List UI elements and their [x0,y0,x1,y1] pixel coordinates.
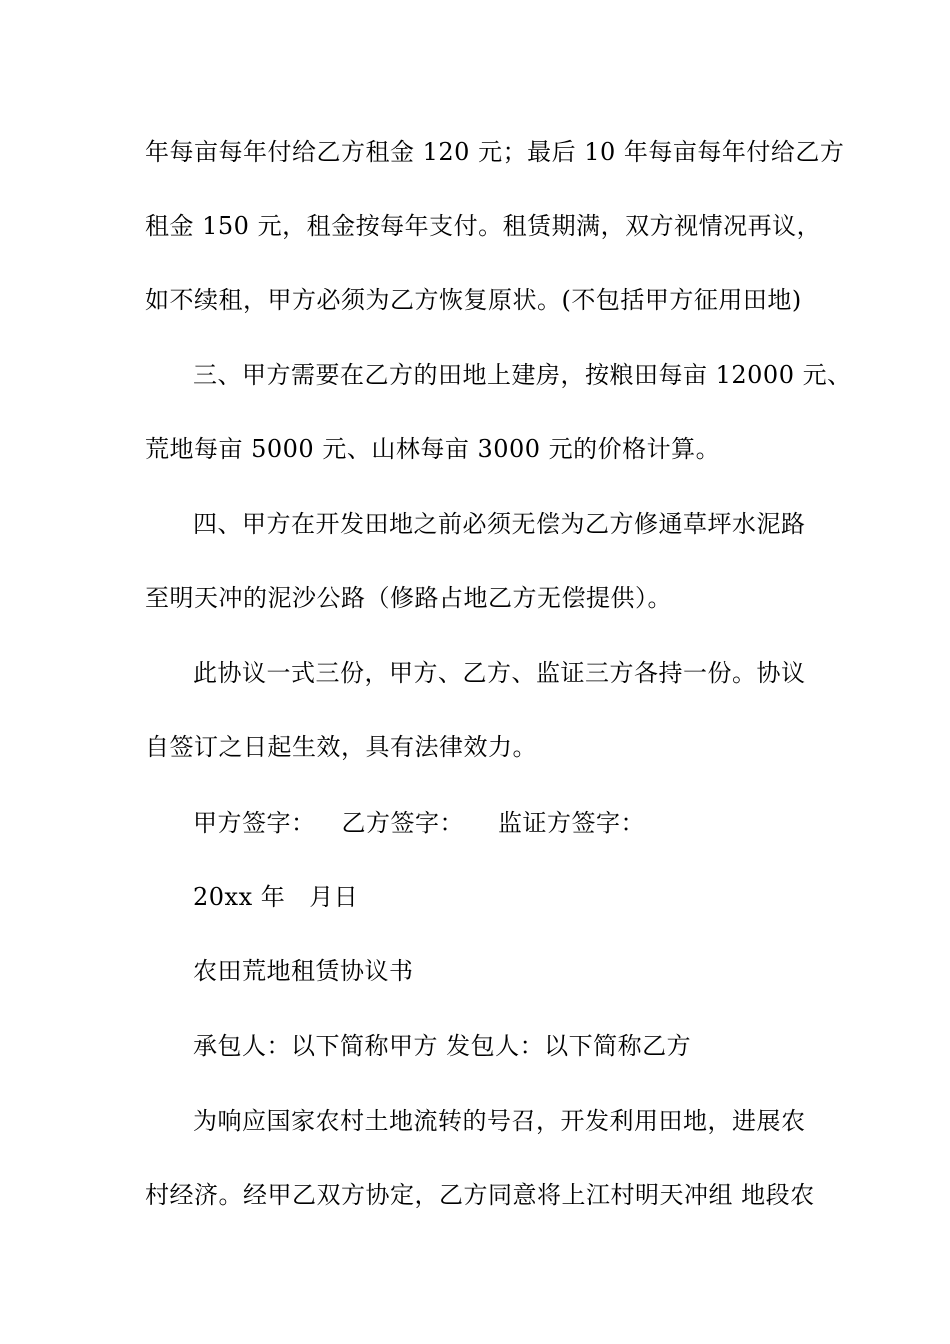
paragraph-line: 如不续租，甲方必须为乙方恢复原状。(不包括甲方征用田地) [145,286,802,314]
date-year: 20xx 年 [193,883,286,911]
paragraph-line: 租金 150 元，租金按每年支付。租赁期满，双方视情况再议， [145,212,822,240]
party-b-signature-label: 乙方签字： [341,809,464,837]
clause-three-line: 三、甲方需要在乙方的田地上建房，按粮田每亩 12000 元、 [193,361,852,389]
clause-four-line: 至明天冲的泥沙公路（修路占地乙方无偿提供）。 [145,584,672,612]
paragraph-line: 年每亩每年付给乙方租金 120 元；最后 10 年每亩每年付给乙方 [145,138,845,166]
date-line [193,882,358,912]
paragraph-line: 为响应国家农村土地流转的号召，开发利用田地，进展农 [193,1107,806,1135]
clause-four-line: 四、甲方在开发田地之前必须无偿为乙方修通草坪水泥路 [193,510,806,538]
date-month-day: 月日 [309,883,359,911]
clause-three-line: 荒地每亩 5000 元、山林每亩 3000 元的价格计算。 [145,435,721,463]
paragraph-line: 村经济。经甲乙双方协定，乙方同意将上江村明天冲组 地段农 [145,1181,815,1209]
signature-line [193,808,645,838]
copies-clause-line: 自签订之日起生效，具有法律效力。 [145,733,537,761]
parties-line: 承包人：以下简称甲方 发包人：以下简称乙方 [193,1032,692,1060]
copies-clause-line: 此协议一式三份，甲方、乙方、监证三方各持一份。协议 [193,659,806,687]
party-a-signature-label: 甲方签字： [193,809,316,837]
witness-signature-label: 监证方签字： [498,809,645,837]
document-title: 农田荒地租赁协议书 [193,957,414,985]
